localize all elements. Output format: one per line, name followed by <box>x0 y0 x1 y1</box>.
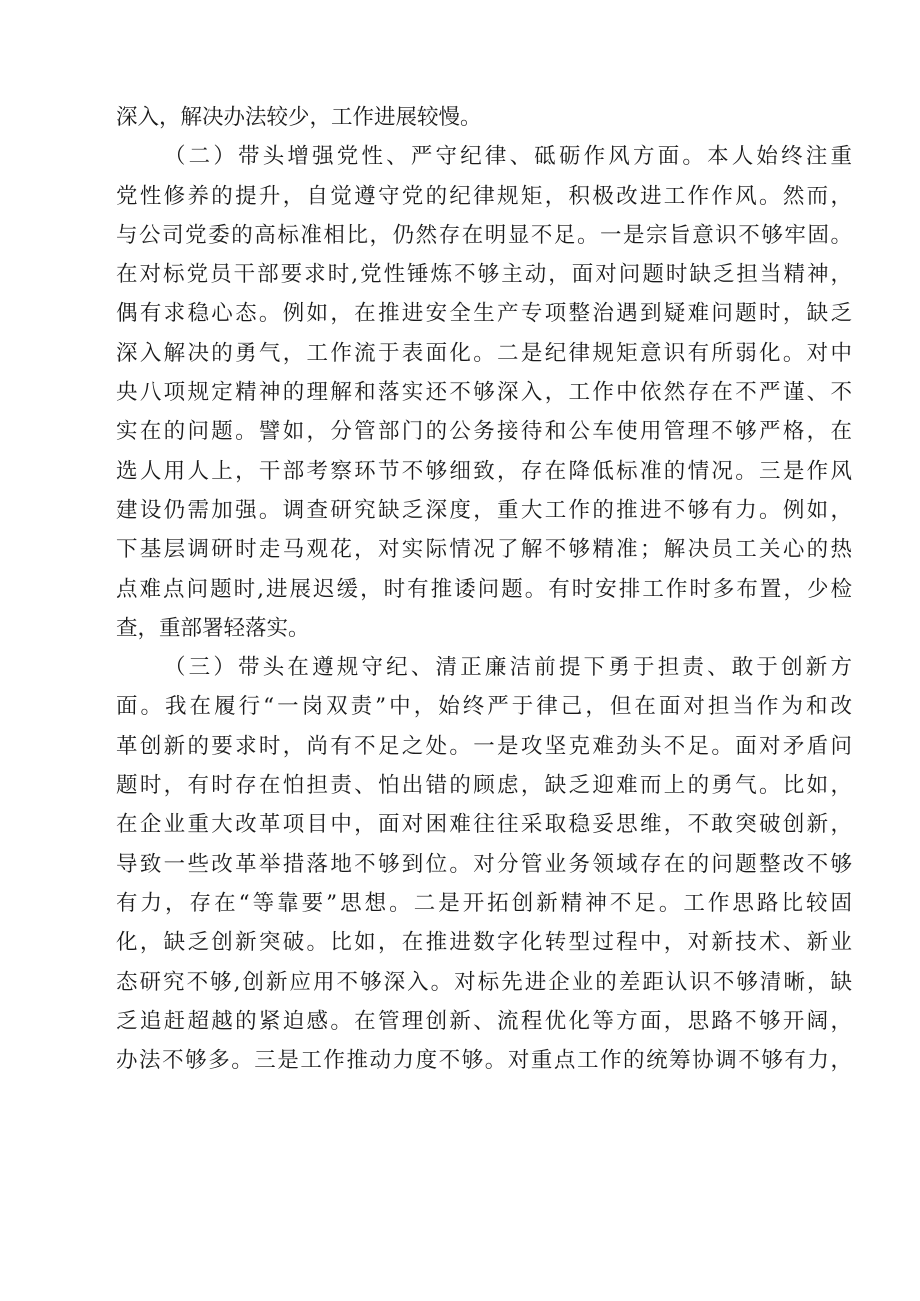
text-line: 选人用人上，干部考察环节不够细致，存在降低标准的情况。三是作风 <box>116 458 852 484</box>
text-line: 党性修养的提升，自觉遵守党的纪律规矩，积极改进工作作风。然而， <box>116 183 852 209</box>
text-line: 态研究不够,创新应用不够深入。对标先进企业的差距认识不够清晰，缺 <box>116 969 852 995</box>
text-line: 在对标党员干部要求时,党性锤炼不够主动，面对问题时缺乏担当精神， <box>116 262 852 288</box>
text-line: 有力，存在“等靠要”思想。二是开拓创新精神不足。工作思路比较固 <box>116 890 852 916</box>
section-heading-line: （三）带头在遵规守纪、清正廉洁前提下勇于担责、敢于创新方 <box>164 655 852 681</box>
section-heading-line: （二）带头增强党性、严守纪律、砥砺作风方面。本人始终注重 <box>164 144 852 170</box>
text-line: 偶有求稳心态。例如，在推进安全生产专项整治遇到疑难问题时，缺乏 <box>116 301 852 327</box>
text-line: 央八项规定精神的理解和落实还不够深入，工作中依然存在不严谨、不 <box>116 380 852 406</box>
text-line: 查，重部署轻落实。 <box>116 615 310 641</box>
text-line: 办法不够多。三是工作推动力度不够。对重点工作的统筹协调不够有力， <box>116 1048 852 1074</box>
text-line: 与公司党委的高标准相比，仍然存在明显不足。一是宗旨意识不够牢固。 <box>116 222 852 248</box>
text-line: 建设仍需加强。调查研究缺乏深度，重大工作的推进不够有力。例如， <box>116 497 852 523</box>
text-line: 在企业重大改革项目中，面对困难往往采取稳妥思维，不敢突破创新， <box>116 812 852 838</box>
text-line: 面。我在履行“一岗双责”中，始终严于律己，但在面对担当作为和改 <box>116 694 852 720</box>
text-line: 导致一些改革举措落地不够到位。对分管业务领域存在的问题整改不够 <box>116 851 852 877</box>
document-body <box>116 98 852 1080</box>
text-line: 深入，解决办法较少，工作进展较慢。 <box>116 105 482 130</box>
text-line: 点难点问题时,进展迟缓，时有推诿问题。有时安排工作时多布置，少检 <box>116 576 852 602</box>
text-line: 深入解决的勇气，工作流于表面化。二是纪律规矩意识有所弱化。对中 <box>116 340 852 366</box>
text-line: 下基层调研时走马观花，对实际情况了解不够精准；解决员工关心的热 <box>116 537 852 563</box>
text-line: 革创新的要求时，尚有不足之处。一是攻坚克难劲头不足。面对矛盾问 <box>116 733 852 759</box>
text-line: 实在的问题。譬如，分管部门的公务接待和公车使用管理不够严格，在 <box>116 419 852 445</box>
text-line: 题时，有时存在怕担责、怕出错的顾虑，缺乏迎难而上的勇气。比如， <box>116 773 852 799</box>
text-line: 化，缺乏创新突破。比如，在推进数字化转型过程中，对新技术、新业 <box>116 930 852 956</box>
text-line: 乏追赶超越的紧迫感。在管理创新、流程优化等方面，思路不够开阔， <box>116 1008 852 1034</box>
